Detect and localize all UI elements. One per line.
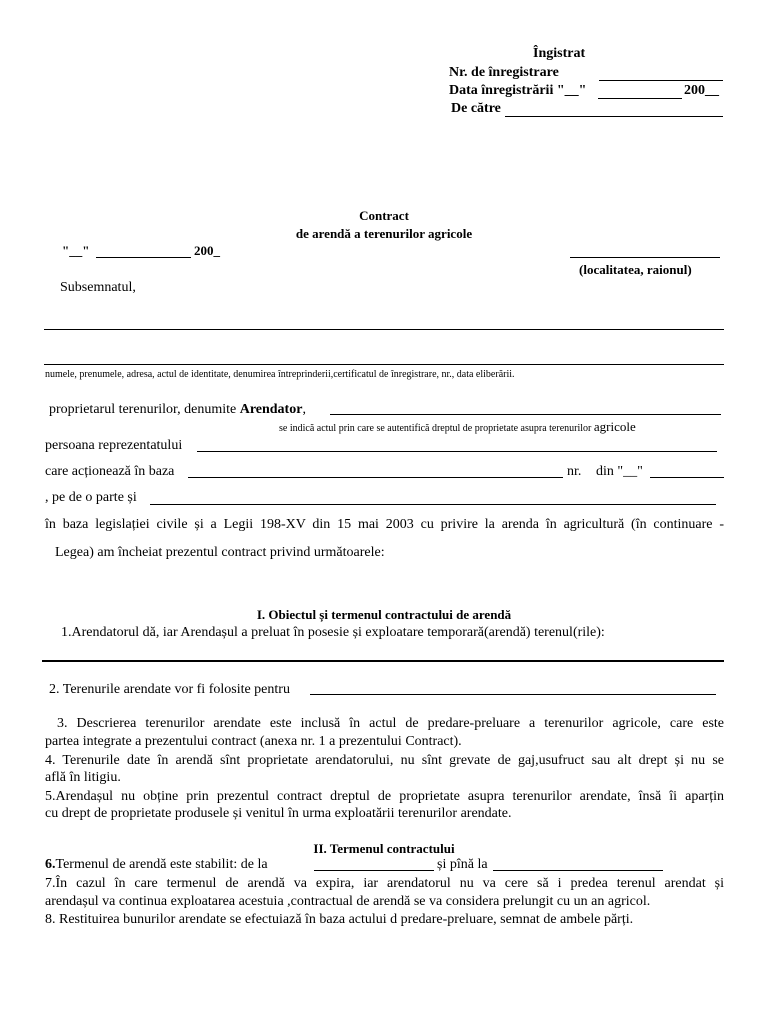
contract-subtitle: de arendă a terenurilor agricole bbox=[295, 226, 473, 241]
other-party-label: , pe de o parte și bbox=[45, 490, 137, 505]
registration-number-label: Nr. de înregistrare bbox=[449, 65, 559, 80]
section-1-item-1: 1.Arendatorul dă, iar Arendașul a preluat în posesie și exploatare temporară(arendă) terenul(rile): bbox=[61, 625, 605, 640]
contract-date-year: 200_ bbox=[194, 243, 220, 258]
acting-nr-label: nr. bbox=[567, 464, 582, 479]
acting-basis-label: care acționează în baza bbox=[45, 464, 175, 479]
legal-basis-line-2: Legea) am încheiat prezentul contract privind următoarele: bbox=[55, 545, 385, 560]
identity-hint-text: numele, prenumele, adresa, actul de identitate, bbox=[45, 369, 231, 380]
item-3-text-1: 3. Descrierea terenurilor arendate este inclusă în actul de predare-preluare a terenurilor agricole, care este bbox=[57, 716, 724, 731]
identity-hint bbox=[45, 369, 515, 380]
section-1-item-3-line-2: partea integrate a prezentului contract (anexa nr. 1 a prezentului Contract). bbox=[45, 734, 462, 749]
registration-date-year: 200__ bbox=[684, 83, 719, 98]
acting-basis-field[interactable] bbox=[188, 477, 563, 478]
legal-basis-line-1: în baza legislației civile și a Legii 198-XV din 15 mai 2003 cu privire la arenda în agricultură (în continuare - bbox=[45, 517, 724, 532]
section-1-item-4-line-1: 4. Terenurile date în arendă sînt proprietate arendatorului, nu sînt grevate de gaj,usufruct sau alt drept și nu se bbox=[45, 753, 724, 768]
registration-by-label: De către bbox=[451, 101, 501, 116]
owner-name-field[interactable] bbox=[330, 414, 721, 415]
term-start-field[interactable] bbox=[314, 870, 434, 871]
deed-hint-text: se indică actul prin care se autentifică dreptul de proprietate asupra terenurilor bbox=[279, 423, 592, 434]
term-end-field[interactable] bbox=[493, 870, 663, 871]
representative-label: persoana reprezentatului bbox=[45, 438, 183, 453]
other-party-field[interactable] bbox=[150, 504, 716, 505]
representative-field[interactable] bbox=[197, 451, 717, 452]
section-1-item-4-line-2: află în litigiu. bbox=[45, 770, 121, 785]
registration-number-field[interactable] bbox=[599, 80, 723, 81]
item-6-text: Termenul de arendă este stabilit: de la bbox=[55, 857, 268, 872]
section-1-item-3-line-1 bbox=[45, 716, 724, 732]
contract-title: Contract bbox=[359, 208, 409, 223]
locality-field[interactable] bbox=[570, 257, 720, 258]
section-1-item-5-line-1: 5.Arendașul nu obține prin prezentul contract dreptul de proprietate asupra terenurilor arendate, însă îi aparțin bbox=[45, 789, 724, 804]
deed-hint-end: agricole bbox=[593, 419, 636, 434]
section-2-item-7-line-1: 7.În cazul în care termenul de arendă va expira, iar arendatorul nu va cere să i predea terenul arendat și bbox=[45, 876, 724, 891]
acting-date-label: din "__" bbox=[596, 464, 643, 479]
locality-label: (localitatea, raionul) bbox=[579, 262, 692, 277]
owner-prefix: proprietarul terenurilor, denumite bbox=[49, 402, 237, 417]
section-1-item-5-line-2: cu drept de proprietate produsele și venitul în urma exploatării terenurilor arendate. bbox=[45, 806, 512, 821]
section-2-item-8: 8. Restituirea bunurilor arendate se efectuiază în baza actului d predare-preluare, semnat de ambele părți. bbox=[45, 912, 634, 927]
enterprise-hint-text: denumirea întreprinderii,certificatul de înregistrare, nr., data eliberării. bbox=[233, 369, 515, 380]
section-2-item-7-line-2: arendașul va continua exploatarea acestuia ,contractual de arendă se va considera prelungit cu un an agricol. bbox=[45, 894, 651, 909]
undersigned-name-field[interactable] bbox=[44, 329, 724, 330]
item-6-number: 6. bbox=[45, 857, 56, 872]
section-1-heading: I. Obiectul și termenul contractului de arendă bbox=[256, 607, 512, 622]
section-2-item-6 bbox=[45, 857, 268, 873]
contract-date-field[interactable] bbox=[96, 257, 191, 258]
deed-hint bbox=[279, 419, 636, 435]
registration-date-label: Data înregistrării "__" bbox=[449, 83, 587, 98]
acting-date-field[interactable] bbox=[650, 477, 724, 478]
owner-suffix: , bbox=[302, 402, 306, 417]
undersigned-details-field[interactable] bbox=[44, 364, 724, 365]
owner-role: Arendator bbox=[239, 402, 303, 417]
item-2-use-field[interactable] bbox=[310, 694, 716, 695]
registration-date-field[interactable] bbox=[598, 98, 682, 99]
registration-by-field[interactable] bbox=[505, 116, 723, 117]
section-2-heading: II. Termenul contractului bbox=[313, 841, 455, 856]
section-1-item-2: 2. Terenurile arendate vor fi folosite pentru bbox=[49, 682, 290, 697]
undersigned-label: Subsemnatul, bbox=[60, 280, 136, 295]
registration-title: Îngistrat bbox=[533, 46, 586, 61]
owner-line bbox=[49, 402, 306, 418]
contract-date-day: "__" bbox=[62, 243, 90, 258]
item-1-land-field[interactable] bbox=[42, 660, 724, 662]
item-6-until-label: și pînă la bbox=[437, 857, 488, 872]
